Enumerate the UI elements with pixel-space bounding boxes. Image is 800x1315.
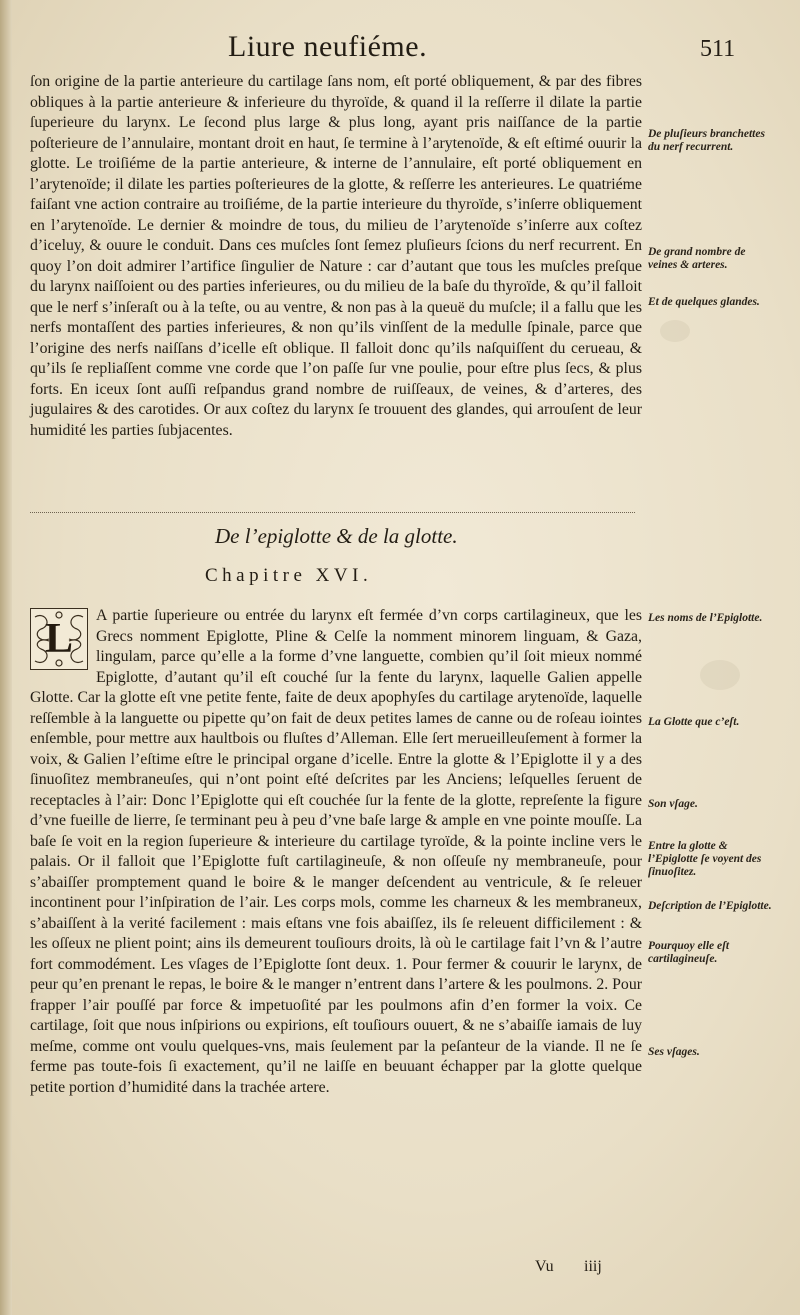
running-head	[0, 30, 800, 70]
margin-note: Deſcription de l’Epiglotte.	[648, 900, 772, 912]
section-title-text: De l’epiglotte & de la glotte.	[215, 524, 458, 548]
margin-note: Son vſage.	[648, 798, 698, 810]
body-text	[30, 72, 642, 441]
catchword: Vu	[535, 1258, 554, 1275]
ornamental-initial	[30, 608, 88, 670]
margin-note: Et de quelques glandes.	[648, 296, 760, 308]
body-paragraph: ſon origine de la partie anterieure du cartilage ſans nom, eſt porté obliquement, & par des fibres obliques à la partie anterieure & inferieure du thyroïde, & quand il la reſſerre il dilate la partie ſuperieure du larynx. Le ſecond plus large & plus long, ayant pris naiſſance de la partie poſterieure de l’annulaire, montant droit en haut, ſe termine à l’arytenoïde, & eſt eſtimé ouurir la glotte. Le troiſiéme de la partie anterieure, & interne de l’annulaire, eſt porté obliquement en l’arytenoïde; il dilate les parties poſterieures de la glotte, & reſſerre les anterieures. Le quatriéme faiſant vne action contraire au troiſiéme, de la partie interieure du thyroïde, s’inſerre obliquement en l’arytenoïde. Le dernier & moindre de tous, du milieu de l’arytenoïde s’inſerre aux coſtez d’iceluy, & ouure le conduit. Dans ces muſcles ſont ſemez pluſieurs ſcions du nerf recurrent. En quoy l’on doit admirer l’artifice ſingulier de Nature : car d’autant que tous les muſcles preſque du larynx naiſſoient ou des parties inferieures, ou du milieu de la baſe du thyroïde, & qu’il falloit que le nerf s’inſeraſt ou à la teſte, ou au ventre, & non pas à la queuë du muſcle; il a fallu que les nerfs montaſſent des parties inferieures, & non qu’ils vinſſent de la medulle ſpinale, parce que l’origine des nerfs naiſſans d’icelle eſt oblique. Il falloit donc qu’ils naſquiſſent du cerueau, & qu’ils ſe repliaſſent comme vne corde que l’on paſſe ſur vne poulie, pour eſtre plus ſecs, & plus forts. En iceux ſont auſſi reſpandus grand nombre de ruiſſeaux, de veines, & d’arteres, des jugulaires & des carotides. Or aux coſtez du larynx ſe trouuent des glandes, qui arrouſent de leur humidité les parties ſubjacentes.	[30, 73, 642, 439]
running-head-title: Liure neufiéme.	[228, 30, 428, 63]
margin-note: Pourquoy elle eſt cartilagineuſe.	[648, 940, 730, 965]
margin-note: La Glotte que c’eſt.	[648, 716, 740, 728]
margin-note: Les noms de l’Epiglotte.	[648, 612, 763, 624]
dropcap-letter: L	[44, 616, 73, 662]
page-number: 511	[700, 36, 736, 62]
margin-note: Entre la glotte & l’Epiglotte ſe voyent des ſinuoſitez.	[648, 840, 762, 878]
margin-note: Ses vſages.	[648, 1046, 700, 1058]
margin-note: De grand nombre de veines & arteres.	[648, 246, 746, 271]
margin-note: De pluſieurs branchettes du nerf recurrent.	[648, 128, 765, 153]
section-divider	[30, 512, 635, 513]
paper-stain	[700, 660, 740, 690]
chapter-body	[30, 606, 642, 1098]
paper-stain	[660, 320, 690, 342]
signature-mark: iiij	[584, 1258, 602, 1275]
page-gutter	[0, 0, 12, 1315]
chapter-paragraph: A partie ſuperieure ou entrée du larynx eſt fermée d’vn corps cartilagineux, que les Grecs nomment Epiglotte, Pline & Celſe la nomment minorem linguam, & Gaza, lingulam, parce qu’elle a la forme d’vne languette, combien qu’il ſoit mieux nommé Epiglotte, d’autant qu’il eſt couché ſur la fente du larynx, laquelle Galien appelle Glotte. Car la glotte eſt vne petite fente, faite de deux apophyſes du cartilage arytenoïde, laquelle reſſemble à la languette ou pipette qu’on fait de deux petites lames de canne ou de roſeau iointes enſemble, pour mettre aux haultbois ou fluſtes d’Alleman. Elle ſert merueilleuſement à former la voix, & Galien l’eſtime eſtre le principal organe d’icelle. Entre la glotte & l’Epiglotte il y a des ſinuoſitez membraneuſes, qui n’ont point eſté deſcrites par les Anciens; leſquelles ſeruent de receptacles à l’air: Donc l’Epiglotte qui eſt couchée ſur la fente de la glotte, repreſente la figure d’vne fueille de lierre, ſe terminant peu à peu d’vne baſe large & ample en vne pointe mouſſe. La baſe ſe voit en la region ſuperieure & interieure du cartilage tyroïde, & la pointe incline vers le palais. Or il falloit que l’Epiglotte fuſt cartilagineuſe, & non oſſeuſe ny membraneuſe, pour s’abaiſſer promptement quand le boire & le manger deſcendent au ventricule, & ſe releuer incontinent pour l’inſpiration de l’air. Les corps mols, comme les charneux & les membraneux, s’abaiſſent à la verité facilement : mais eſtans vne fois abaiſſez, ils ſe releuent difficilement : & les oſſeux ne plient point; ains ils demeurent touſiours droits, là où le cartilage fait l’vn & l’autre fort commodément. Les vſages de l’Epiglotte ſont deux. 1. Pour fermer & couurir le larynx, de peur qu’en prenant le repas, le boire & le manger n’entrent dans l’artere & les poulmons. 2. Pour frapper l’air pouſſé par force & impetuoſité par les poulmons afin d’en former la voix. Ce cartilage, ſoit que nous inſpirions ou expirions, eſt touſiours ouuert, & ne s’abaiſſe iamais de luy meſme, comme ont voulu quelques-vns, mais ſeulement par la peſanteur de la viande. Il ne ſe ferme pas toute-fois ſi exactement, qu’il ne laiſſe en beuuant échapper par la glotte quelque petite portion d’humidité dans la trachée artere.	[30, 607, 642, 1096]
chapter-heading: Chapitre XVI.	[205, 565, 373, 586]
